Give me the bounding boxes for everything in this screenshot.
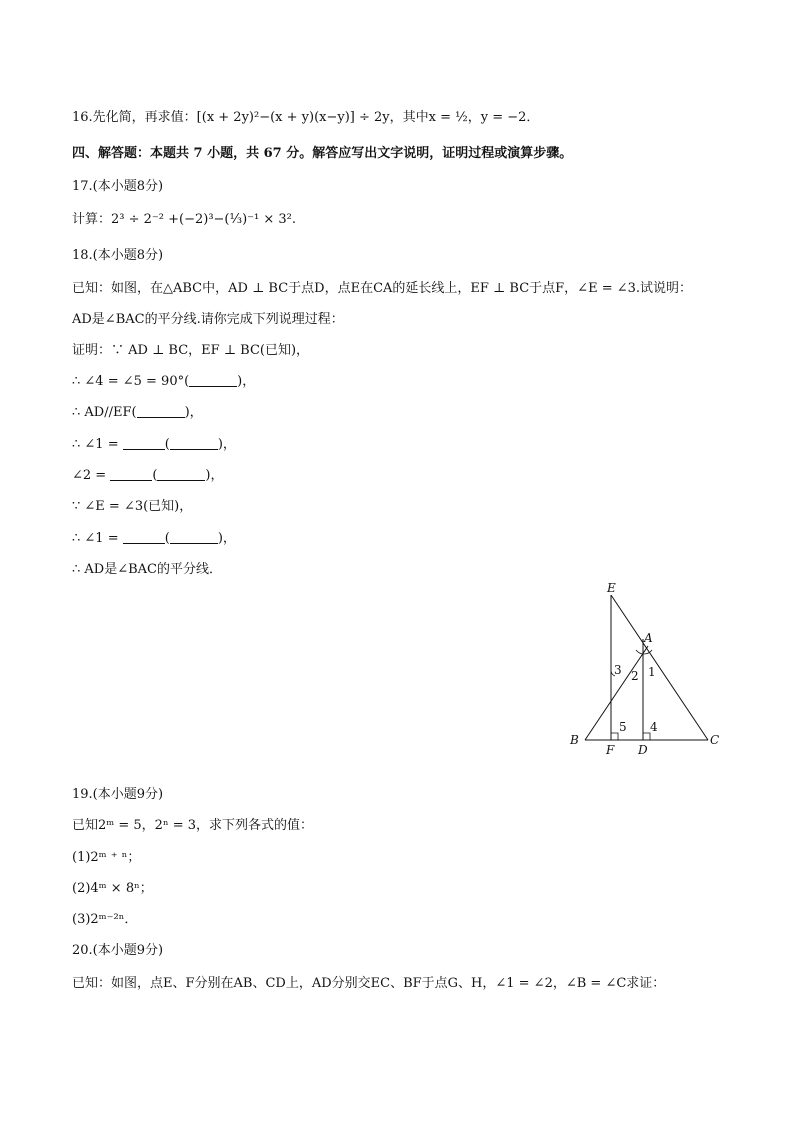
question-19-header: 19.(本小题9分): [72, 787, 164, 802]
question-19-stem: 已知2ᵐ = 5，2ⁿ = 3，求下列各式的值：: [72, 818, 313, 833]
angle-label-1: 1: [648, 665, 656, 679]
answer-blank[interactable]: [189, 374, 237, 387]
segment-ec: [611, 595, 708, 740]
question-20-stem: 已知：如图，点E、F分别在AB、CD上，AD分别交EC、BF于点G、H，∠1 = ∠2，∠B = ∠C求证：: [72, 976, 666, 991]
right-angle-mark-f: [611, 733, 618, 740]
proof-line: [72, 404, 203, 422]
angle-label-5: 5: [619, 720, 627, 734]
proof-text: ∴ ∠4 = ∠5 = 90°(: [72, 374, 190, 389]
question-17-expression: 计算：2³ ÷ 2⁻² +(−2)³−(⅓)⁻¹ × 3².: [72, 212, 297, 227]
question-19-item-2: (2)4ᵐ × 8ⁿ；: [72, 881, 153, 896]
angle-label-2: 2: [631, 669, 639, 683]
proof-line: [72, 561, 222, 579]
answer-blank[interactable]: [170, 531, 218, 544]
point-label-d: D: [638, 743, 648, 757]
right-angle-mark-d: [643, 733, 650, 740]
proof-text: )，: [237, 374, 256, 389]
proof-text: ∴ ∠1 =: [72, 437, 123, 452]
question-18-stem-line2: AD是∠BAC的平分线.请你完成下列说理过程：: [72, 312, 344, 327]
proof-text: )，: [205, 468, 224, 483]
proof-line: [72, 373, 255, 391]
angle-label-4: 4: [650, 720, 658, 734]
point-label-f: F: [606, 743, 615, 757]
point-label-b: B: [570, 733, 579, 747]
point-label-c: C: [710, 733, 720, 747]
triangle-figure: [560, 578, 730, 758]
proof-text: ∴ ∠1 =: [72, 531, 123, 546]
proof-text: ∠2 =: [72, 468, 111, 483]
point-label-a: A: [644, 631, 653, 645]
answer-blank[interactable]: [170, 437, 218, 450]
question-20-header: 20.(本小题9分): [72, 943, 164, 958]
proof-text: ∴ AD//EF(: [72, 405, 137, 420]
answer-blank[interactable]: [123, 437, 165, 450]
proof-text: (: [164, 531, 170, 546]
section-4-heading: 四、解答题：本题共 7 小题，共 67 分。解答应写出文字说明，证明过程或演算步骤。: [72, 146, 573, 161]
proof-text: )，: [217, 437, 236, 452]
proof-text: (: [152, 468, 158, 483]
proof-text: 证明：∵ AD ⊥ BC，EF ⊥ BC(已知)，: [72, 343, 310, 358]
question-16: 16.先化简，再求值：[(x + 2y)²−(x + y)(x−y)] ÷ 2y，其中x = ½，y = −2．: [72, 110, 540, 125]
question-19-item-1: (1)2ᵐ ⁺ ⁿ；: [72, 850, 141, 865]
proof-line: [72, 467, 223, 485]
proof-text: ∵ ∠E = ∠3(已知)，: [72, 499, 193, 514]
proof-text: )，: [217, 531, 236, 546]
proof-text: (: [164, 437, 170, 452]
segment-ba: [585, 646, 648, 740]
answer-blank[interactable]: [123, 531, 165, 544]
proof-line: [72, 530, 236, 548]
proof-text: )，: [184, 405, 203, 420]
answer-blank[interactable]: [137, 405, 185, 418]
question-19-item-3: (3)2ᵐ⁻²ⁿ．: [72, 912, 138, 927]
answer-blank[interactable]: [157, 468, 205, 481]
point-label-e: E: [607, 581, 616, 595]
angle-label-3: 3: [614, 663, 622, 677]
proof-line: [72, 436, 236, 454]
proof-text: ∴ AD是∠BAC的平分线．: [72, 562, 222, 577]
proof-line: [72, 342, 309, 360]
proof-line: [72, 498, 192, 516]
answer-blank[interactable]: [110, 468, 152, 481]
question-17-header: 17.(本小题8分): [72, 179, 164, 194]
question-18-stem-line1: 已知：如图，在△ABC中，AD ⊥ BC于点D，点E在CA的延长线上，EF ⊥ BC于点F，∠E = ∠3.试说明：: [72, 281, 693, 296]
question-18-header: 18.(本小题8分): [72, 248, 164, 263]
